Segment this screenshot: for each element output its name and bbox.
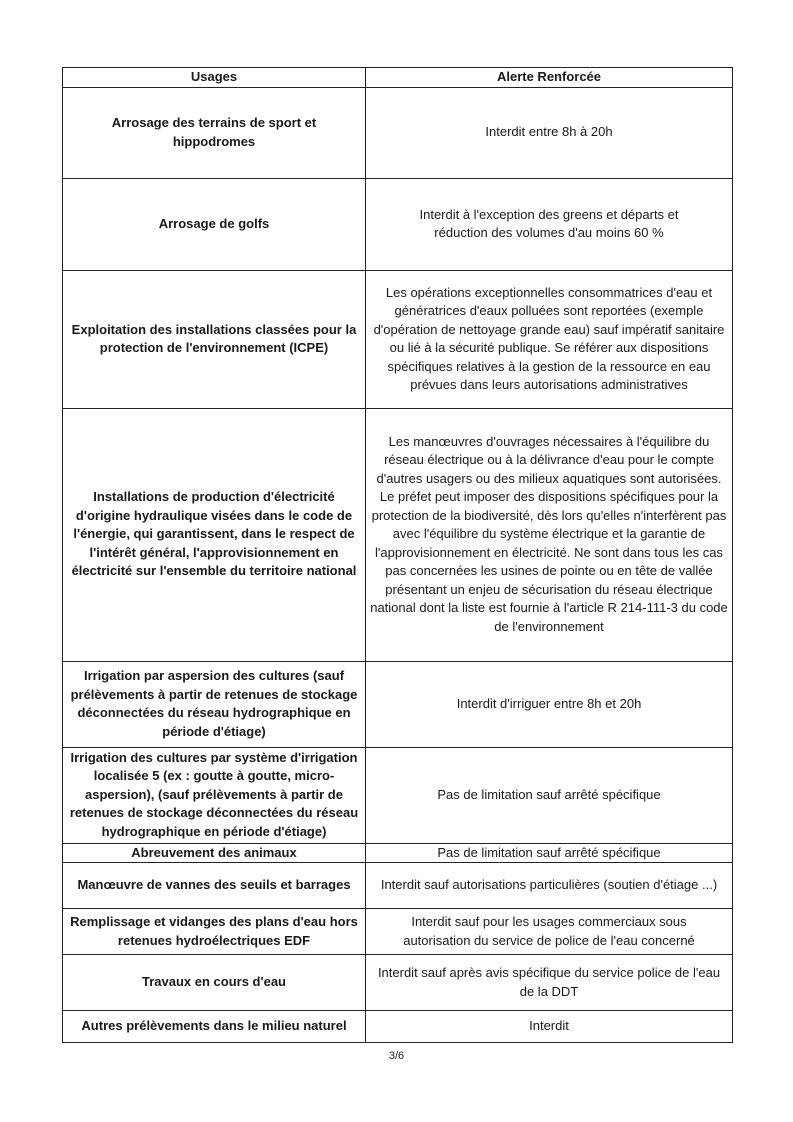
usage-cell: Exploitation des installations classées pour la protection de l'environnement (ICPE)	[63, 270, 366, 408]
alerte-cell: Interdit sauf autorisations particulières (soutien d'étiage ...)	[366, 863, 733, 909]
table-row	[63, 1011, 733, 1043]
alerte-cell: Les opérations exceptionnelles consommatrices d'eau et génératrices d'eaux polluées sont reportées (exemple d'opération de nettoyage grande eau) sauf impératif sanitaire ou lié à la sécurité publique. Se référer aux dispositions spécifiques relatives à la gestion de la ressource en eau prévues dans leurs autorisations administratives	[366, 270, 733, 408]
usage-cell: Manœuvre de vannes des seuils et barrages	[63, 863, 366, 909]
table-row	[63, 843, 733, 863]
usage-cell: Irrigation par aspersion des cultures (sauf prélèvements à partir de retenues de stockage déconnectées du réseau hydrographique en période d'étiage)	[63, 661, 366, 747]
table-row	[63, 863, 733, 909]
alerte-cell: Interdit	[366, 1011, 733, 1043]
alerte-cell: Pas de limitation sauf arrêté spécifique	[366, 843, 733, 863]
table-row	[63, 178, 733, 270]
usage-cell: Abreuvement des animaux	[63, 843, 366, 863]
usage-cell: Remplissage et vidanges des plans d'eau hors retenues hydroélectriques EDF	[63, 909, 366, 955]
alerte-cell: Interdit entre 8h à 20h	[366, 87, 733, 178]
usage-cell: Arrosage des terrains de sport et hippodromes	[63, 87, 366, 178]
alerte-cell: Interdit sauf après avis spécifique du service police de l'eau de la DDT	[366, 955, 733, 1011]
table-row	[63, 661, 733, 747]
table-row	[63, 87, 733, 178]
table-row	[63, 955, 733, 1011]
header-usages: Usages	[63, 68, 366, 88]
header-alerte-renforcee: Alerte Renforcée	[366, 68, 733, 88]
page-number: 3/6	[388, 1050, 405, 1062]
usage-cell: Irrigation des cultures par système d'irrigation localisée 5 (ex : goutte à goutte, micro-aspersion), (sauf prélèvements à partir de retenues de stockage déconnectées du réseau hydrographique en période d'étiage)	[63, 747, 366, 843]
usage-cell: Arrosage de golfs	[63, 178, 366, 270]
table-row	[63, 408, 733, 661]
alerte-cell: Interdit d'irriguer entre 8h et 20h	[366, 661, 733, 747]
usage-cell: Installations de production d'électricité d'origine hydraulique visées dans le code de l'énergie, qui garantissent, dans le respect de l'intérêt général, l'approvisionnement en électricité sur l'ensemble du territoire national	[63, 408, 366, 661]
alerte-cell: Pas de limitation sauf arrêté spécifique	[366, 747, 733, 843]
alerte-cell: Les manœuvres d'ouvrages nécessaires à l'équilibre du réseau électrique ou à la délivrance d'eau pour le compte d'autres usagers ou des milieux aquatiques sont autorisées. Le préfet peut imposer des dispositions spécifiques pour la protection de la biodiversité, dès lors qu'elles n'interfèrent pas avec l'équilibre du système électrique et la garantie de l'approvisionnement en électricité. Ne sont dans tous les cas pas concernées les usines de pointe ou en tête de vallée présentant un enjeu de sécurisation du réseau électrique national dont la liste est fournie à l'article R 214-111-3 du code de l'environnement	[366, 408, 733, 661]
table-row	[63, 909, 733, 955]
table-row	[63, 747, 733, 843]
usage-cell: Autres prélèvements dans le milieu naturel	[63, 1011, 366, 1043]
usage-cell: Travaux en cours d'eau	[63, 955, 366, 1011]
table-header-row	[63, 68, 733, 88]
alerte-cell: Interdit sauf pour les usages commerciaux sous autorisation du service de police de l'eau concerné	[366, 909, 733, 955]
usages-table	[62, 67, 733, 1043]
table-row	[63, 270, 733, 408]
alerte-cell: Interdit à l'exception des greens et départs et réduction des volumes d'au moins 60 %	[366, 178, 733, 270]
